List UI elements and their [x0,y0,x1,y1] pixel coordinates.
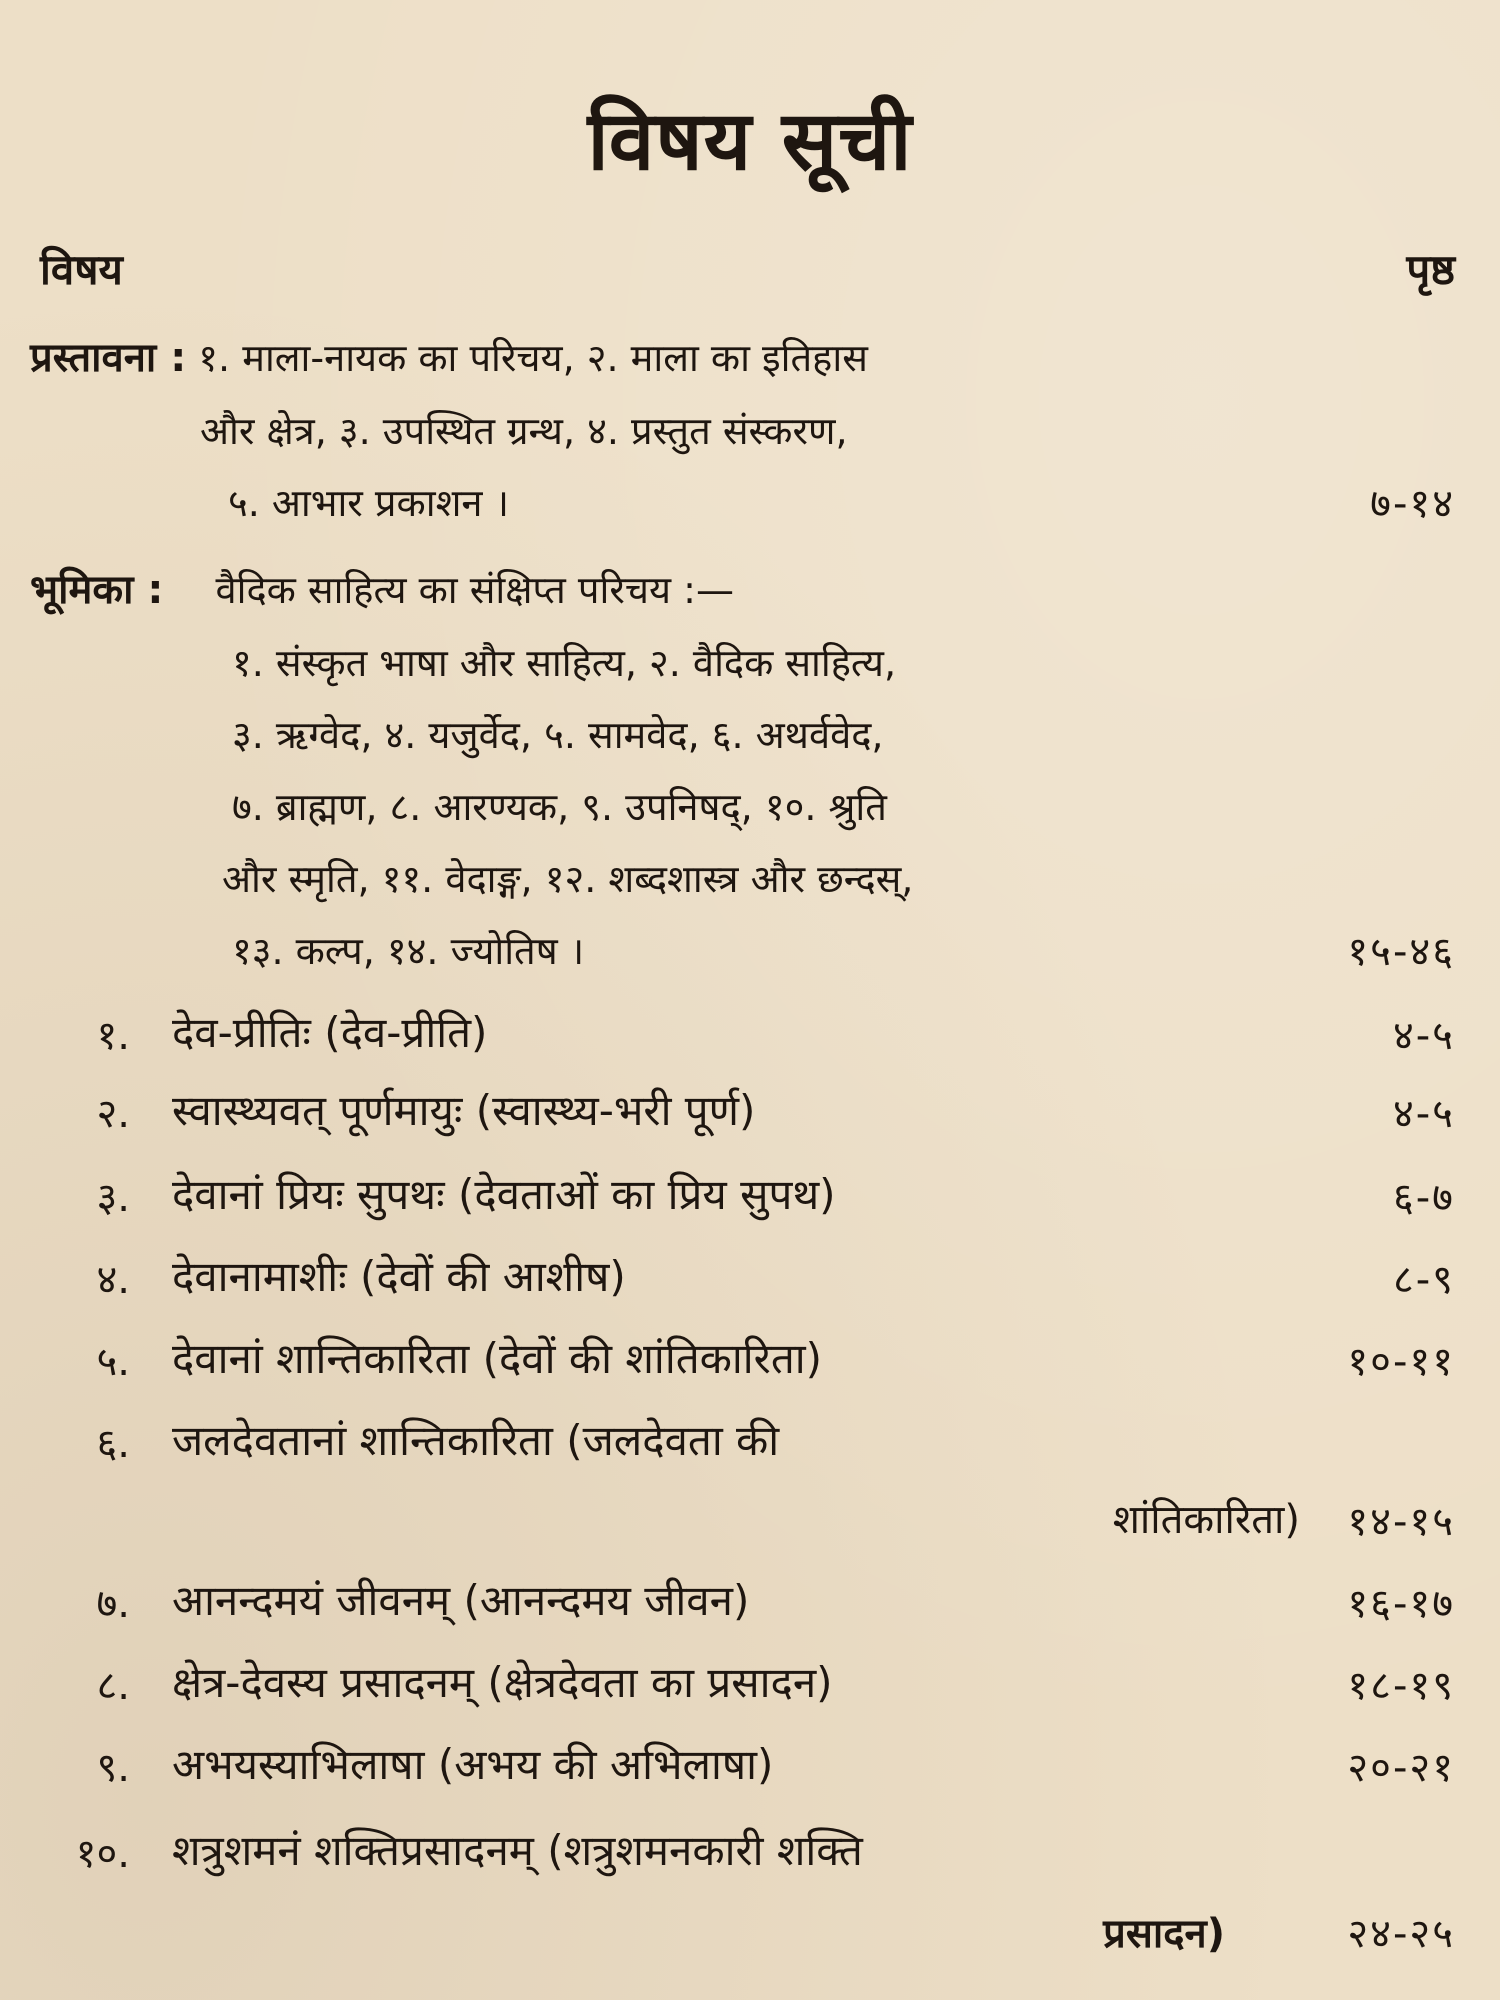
prastavana-label: प्रस्तावना : [30,335,187,381]
bhumika-line-heading [30,567,734,613]
entry-title: आनन्दमयं जीवनम् (आनन्दमय जीवन) [172,1576,750,1625]
entry-number: ७. [96,1581,130,1627]
entry-title: जलदेवतानां शान्तिकारिता (जलदेवता की [172,1416,780,1465]
bhumika-label: भूमिका : [30,567,164,613]
entry-pages: ४-५ [1392,1091,1455,1137]
entry-pages: ६-७ [1392,1175,1455,1221]
prastavana-pages: ७-१४ [1370,481,1455,527]
prastavana-line-2: और क्षेत्र, ३. उपस्थित ग्रन्थ, ४. प्रस्तुत संस्करण, [200,409,848,453]
entry-title: शत्रुशमनं शक्तिप्रसादनम् (शत्रुशमनकारी शक्ति [172,1826,863,1875]
bhumika-pages: १५-४६ [1347,929,1455,975]
entry-number: २. [96,1091,130,1137]
bhumika-line-5: १३. कल्प, १४. ज्योतिष । [232,929,585,973]
entry-pages: १६-१७ [1347,1581,1455,1627]
entry-pages: १४-१५ [1347,1499,1455,1545]
entry-title: अभयस्याभिलाषा (अभय की अभिलाषा) [172,1740,774,1789]
entry-number: ३. [96,1175,130,1221]
entry-title: क्षेत्र-देवस्य प्रसादनम् (क्षेत्रदेवता का प्रसादन) [172,1658,833,1707]
entry-number: ९. [96,1745,130,1791]
prastavana-line-1 [30,335,868,381]
entry-title-continued: प्रसादन) [1103,1911,1225,1957]
page-title: विषय सूची [587,94,913,189]
entry-number: ६. [96,1421,130,1467]
entry-pages: ८-९ [1392,1257,1455,1303]
bhumika-heading: वैदिक साहित्य का संक्षिप्त परिचय :— [215,568,734,612]
entry-number: १. [96,1013,130,1059]
entry-number: ४. [96,1257,130,1303]
entry-title: देवानां शान्तिकारिता (देवों की शांतिकारिता) [172,1334,823,1383]
entry-pages: १८-१९ [1347,1663,1455,1709]
column-header-page: पृष्ठ [1406,245,1455,294]
column-header-subject: विषय [40,245,123,294]
bhumika-line-3: ७. ब्राह्मण, ८. आरण्यक, ९. उपनिषद्, १०. श्रुति [232,785,887,829]
entry-title: देवानामाशीः (देवों की आशीष) [172,1252,626,1301]
entry-number: ५. [96,1339,130,1385]
bhumika-line-1: १. संस्कृत भाषा और साहित्य, २. वैदिक साहित्य, [232,641,897,685]
bhumika-line-2: ३. ऋग्वेद, ४. यजुर्वेद, ५. सामवेद, ६. अथर्ववेद, [232,713,884,757]
entry-title: स्वास्थ्यवत् पूर्णमायुः (स्वास्थ्य-भरी पूर्ण) [172,1086,756,1135]
entry-pages: १०-११ [1347,1339,1455,1385]
entry-title: देवानां प्रियः सुपथः (देवताओं का प्रिय सुपथ) [172,1170,836,1219]
entry-pages: २४-२५ [1347,1911,1455,1957]
bhumika-line-4: और स्मृति, ११. वेदाङ्ग, १२. शब्दशास्त्र और छन्दस्, [222,857,914,901]
prastavana-line-3: ५. आभार प्रकाशन । [228,481,509,525]
entry-number: १०. [75,1831,130,1877]
entry-pages: ४-५ [1392,1013,1455,1059]
entry-number: ८. [96,1663,130,1709]
prastavana-text-1: १. माला-नायक का परिचय, २. माला का इतिहास [198,336,868,380]
entry-pages: २०-२१ [1347,1745,1455,1791]
entry-title: देव-प्रीतिः (देव-प्रीति) [172,1008,488,1057]
entry-title-continued: शांतिकारिता) [1112,1497,1300,1543]
